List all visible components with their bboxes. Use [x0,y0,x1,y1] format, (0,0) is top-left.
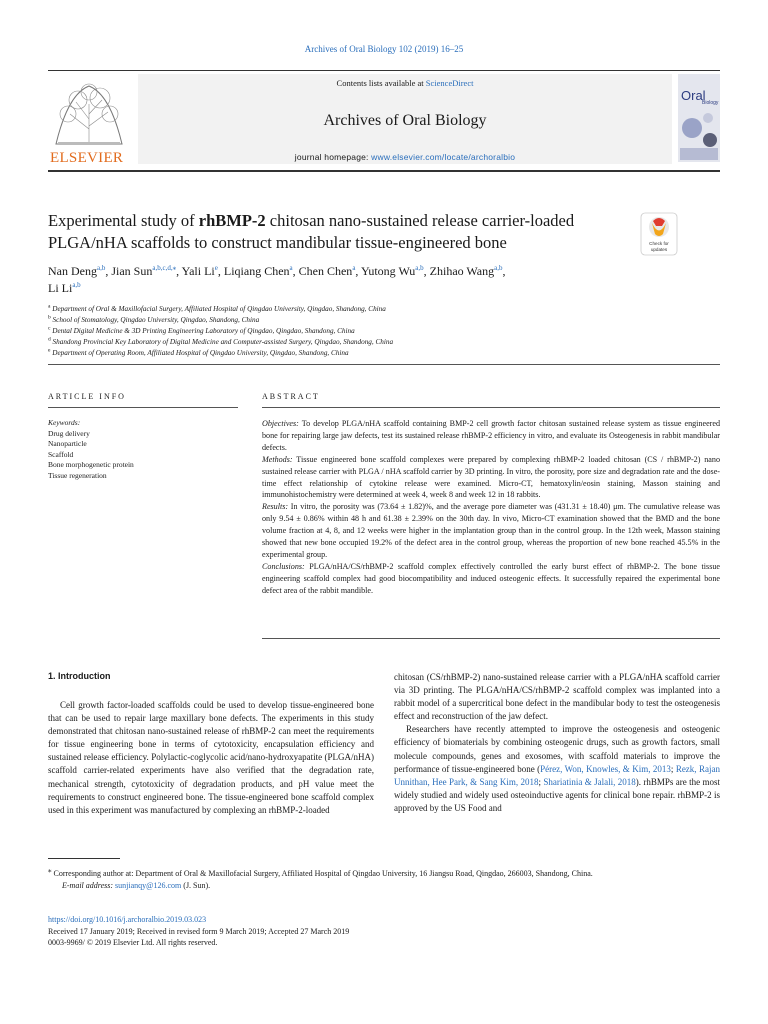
author-name: Chen Chen [298,264,353,278]
methods-label: Methods: [262,454,293,464]
affiliation-mark: b [48,314,51,321]
author[interactable] [111,264,176,278]
journal-homepage-link[interactable]: www.elsevier.com/locate/archoralbio [371,152,516,162]
abstract-bottom-rule [262,638,720,639]
methods-text: Tissue engineered bone scaffold complexes were prepared by complexing rhBMP-2 loaded chitosan (CS / rhBMP-2) nano sustained release carrier with PLGA / nHA scaffold carrier by 3D printing. In vitro, the porosity, pore size and degradation rate and the dose-time effect relationship of cytokine release were examined. Micro-CT, hematoxylin/eosin staining, Masson staining and immunohistochemistry were determined at week 4, week 8 and week 12 in 18 rabbits. [262,454,720,500]
author[interactable] [224,264,293,278]
author-name: Liqiang Chen [223,264,290,278]
journal-citation[interactable]: Archives of Oral Biology 102 (2019) 16–25 [304,44,464,54]
affiliation-text: School of Stomatology, Qingdao University, Qingdao, Shandong, China [52,316,260,324]
abstract-results [262,501,720,561]
journal-homepage-line [138,152,672,162]
author[interactable] [361,264,424,278]
body-column-left [48,699,374,817]
masthead-top-rule [48,70,720,71]
intro-paragraph-2 [394,723,720,815]
cover-title: Oral [681,88,706,103]
publisher-name: ELSEVIER [50,150,124,166]
affiliation-list [48,304,708,359]
author-name: Zhihao Wang [429,264,495,278]
journal-cover-thumbnail[interactable] [678,74,720,162]
affiliation-mark: a [48,303,51,310]
author-affiliation-mark[interactable]: a [352,264,356,272]
author[interactable] [299,264,356,278]
footnote-rule [48,858,120,859]
email-owner: (J. Sun). [181,880,211,890]
sciencedirect-link[interactable]: ScienceDirect [425,78,474,88]
article-info-heading: ARTICLE INFO [48,392,126,401]
crossmark-label-1: Check for [649,241,669,246]
affiliation-item [48,315,708,326]
affiliation-text: Shandong Provincial Key Laboratory of Digital Medicine and Computer-assisted Surgery, Qingdao, Shandong, China [52,338,394,346]
received-dates: Received 17 January 2019; Received in revised form 9 March 2019; Accepted 27 March 2019 [48,926,350,936]
author-affiliation-mark[interactable]: a,b,c,d,⁎ [152,264,177,272]
title-prefix: Experimental study of [48,211,199,230]
abstract-rule [262,407,720,408]
keyword: Drug delivery [48,428,90,438]
keyword: Bone morphogenetic protein [48,460,134,469]
citation-separator: ; [538,776,544,787]
check-for-updates-icon[interactable] [640,212,678,256]
introduction-heading: 1. Introduction [48,671,111,681]
author[interactable] [48,281,81,295]
author-affiliation-mark[interactable]: a,b [415,264,424,272]
cover-subtitle: Biology [702,100,719,106]
author-affiliation-mark[interactable]: a,b [72,281,81,289]
author-name: Nan Deng [48,264,97,278]
affiliation-text: Dental Digital Medicine & 3D Printing Engineering Laboratory of Qingdao, Qingdao, Shandong, China [52,327,355,335]
email-link[interactable]: sunjianqy@126.com [115,880,182,890]
cover-graphic [678,74,720,162]
section-rule-top [48,364,720,365]
email-label: E-mail address: [62,880,116,890]
keyword: Nanoparticle [48,439,87,448]
affiliation-text: Department of Operating Room, Affiliated Hospital of Qingdao University, Qingdao, Shandong, China [52,349,349,357]
masthead-bottom-rule [48,170,720,172]
keywords-label: Keywords: [48,418,81,427]
affiliation-mark: e [48,347,51,354]
paragraph-2-text: Researchers have recently attempted to improve the osteogenesis and osteogenic efficiency of biomaterials by combining osteogenic drugs, such as growth factors, small molecule compounds, genes and exosomes, with scaffold materials to improve the performance of tissue-engineered bone ( [394,724,720,774]
copyright-line: 0003-9969/ © 2019 Elsevier Ltd. All rights reserved. [48,938,218,947]
abstract-conclusions [262,561,720,597]
author[interactable] [182,264,218,278]
objectives-label: Objectives: [262,419,299,428]
author-affiliation-mark[interactable]: a [289,264,293,272]
body-column-right [394,671,720,815]
author-name: Yali Li [181,264,215,278]
affiliation-item [48,348,708,359]
footnotes [48,868,720,891]
doi-link[interactable]: https://doi.org/10.1016/j.archoralbio.2019.03.023 [48,915,207,924]
citation-link[interactable]: Pérez, Won, Knowles, & Kim, 2013 [540,763,671,774]
author-name: Yutong Wu [360,264,416,278]
author[interactable] [430,264,503,278]
affiliation-text: Department of Oral & Maxillofacial Surgery, Affiliated Hospital of Qingdao University, Qingdao, Shandong, China [52,305,386,313]
affiliation-item [48,304,708,315]
article-info-rule [48,407,238,408]
journal-title: Archives of Oral Biology [323,112,487,129]
corresponding-text: Corresponding author at: Department of Oral & Maxillofacial Surgery, Affiliated Hospital of Qingdao University, 16 Jiangsu Road, Qingdao, 266003, Shandong, China. [51,869,593,878]
corresponding-author-note [48,868,720,880]
homepage-prefix: journal homepage: [294,152,372,162]
affiliation-mark: c [48,325,51,332]
title-bold-term: rhBMP-2 [198,211,266,230]
author-list: Nan Deng$^{a,b}$, Jian Sun$^{a,b,c,d,⁎}$, Yali Li$^e$, Liqiang Chen$^a$, Chen Chen$^a$, Yutong Wu$^{a,b}$, Zhihao Wang$^{a,b}$, Li Li$^{a,b}$ [48,264,506,295]
abstract-objectives [262,418,720,454]
citation-link[interactable]: Rezk, Rajan Unnithan, Hee Park, & Sang Kim, 2018 [394,763,720,787]
abstract-heading: ABSTRACT [262,392,320,401]
author[interactable] [48,264,105,278]
email-note [48,880,720,892]
keyword: Tissue regeneration [48,470,107,480]
keywords-block [48,418,238,481]
results-label: Results: [262,502,289,512]
results-text: In vitro, the porosity was (73.64 ± 1.82)%, and the average pore diameter was (431.31 ± 18.40) μm. The cumulative release was only 9.54 ± 0.86% within 48 h and 61.38 ± 2.39% on the 30th day. In vivo, Micro-CT examination showed that the BMD and the bone volume fraction at 4, 8, and 12 weeks were higher in the implantation group than in the control group. In the 12th week, Masson staining showed that new bone occupied 19.2% of the defect area in the control group, whereas the proportion of new bone reached 45.5% in the experimental group. [262,502,720,559]
contents-available-line [138,78,672,88]
affiliation-item [48,326,708,337]
author-name: Li Li [48,281,73,295]
affiliation-item [48,337,708,348]
crossmark-label-2: updates [650,247,668,252]
abstract-methods [262,454,720,502]
article-title [48,210,638,254]
title-rest: chitosan nano-sustained release carrier-loaded PLGA/nHA scaffolds to construct mandibular tissue-engineered bone [48,211,575,252]
author-affiliation-mark[interactable]: a,b [494,264,503,272]
citation-link[interactable]: Shariatinia & Jalali, 2018 [543,776,636,787]
objectives-text: To develop PLGA/nHA scaffold containing BMP-2 cell growth factor chitosan sustained release system as tissue engineered bone for repairing large jaw defects, test its sustained release rhBMP-2 efficiency in vitro, and evaluate its Osteogenesis in rabbit mandibular defects. [262,419,720,452]
keyword: Scaffold [48,449,74,459]
corresponding-mark: ⁎ [48,866,52,875]
author-affiliation-mark[interactable]: e [214,264,218,272]
citation-separator: ; [670,763,676,774]
article-history-block [48,914,720,949]
conclusions-label: Conclusions: [262,561,305,571]
author-affiliation-mark[interactable]: a,b [96,264,106,272]
masthead-center-box [138,74,672,164]
conclusions-text: PLGA/nHA/CS/rhBMP-2 scaffold complex effectively controlled the early burst effect of rhBMP-2. The bone tissue engineering scaffold complex had good biocompatibility and induced osteogenic effects. It successfully repaired the experimental bone defect area of the rabbit mandible. [262,561,720,595]
contents-prefix: Contents lists available at [336,78,426,88]
abstract-body [262,418,720,597]
paragraph-2-end: ). rhBMPs are the most widely studied and widely used osteoinductive agents for clinical bone repair. rhBMP-2 is approved by the US Food and [394,776,721,813]
affiliation-mark: d [48,336,51,343]
journal-masthead [48,70,720,170]
intro-paragraph-1-continued: chitosan (CS/rhBMP-2) nano-sustained release carrier with a PLGA/nHA scaffold carrier via 3D printing. The PLGA/nHA/CS/rhBMP-2 scaffold complex was implanted into a rabbit model of a supercritical bone defect in the mandibular body to test the osteogenesis effect and reconstruction of the jaw defect. [394,672,720,722]
intro-paragraph-1: Cell growth factor-loaded scaffolds could be used to develop tissue-engineered bone that can be used to repair large maxillary bone defects. The experiments in this study demonstrated that chitosan nano-sustained release of rhBMP-2 can meet the requirements for tissue engineering bone in terms of cytotoxicity, encapsulation efficiency and sustained release efficiency. Polylactic-coglycolic acid/nano-hydroxyapatite (PLGA/nHA) scaffold carrier-related experiments have also verified that the degradation rate, mechanical strength, cytotoxicity of degradation products, and pH value meet the requirements to construct engineered bone. The tissue-engineered bone scaffold complex used in this experiment was manufactured by complexing an rhBMP-2-loaded [48,700,374,815]
author-name: Jian Sun [111,264,153,278]
